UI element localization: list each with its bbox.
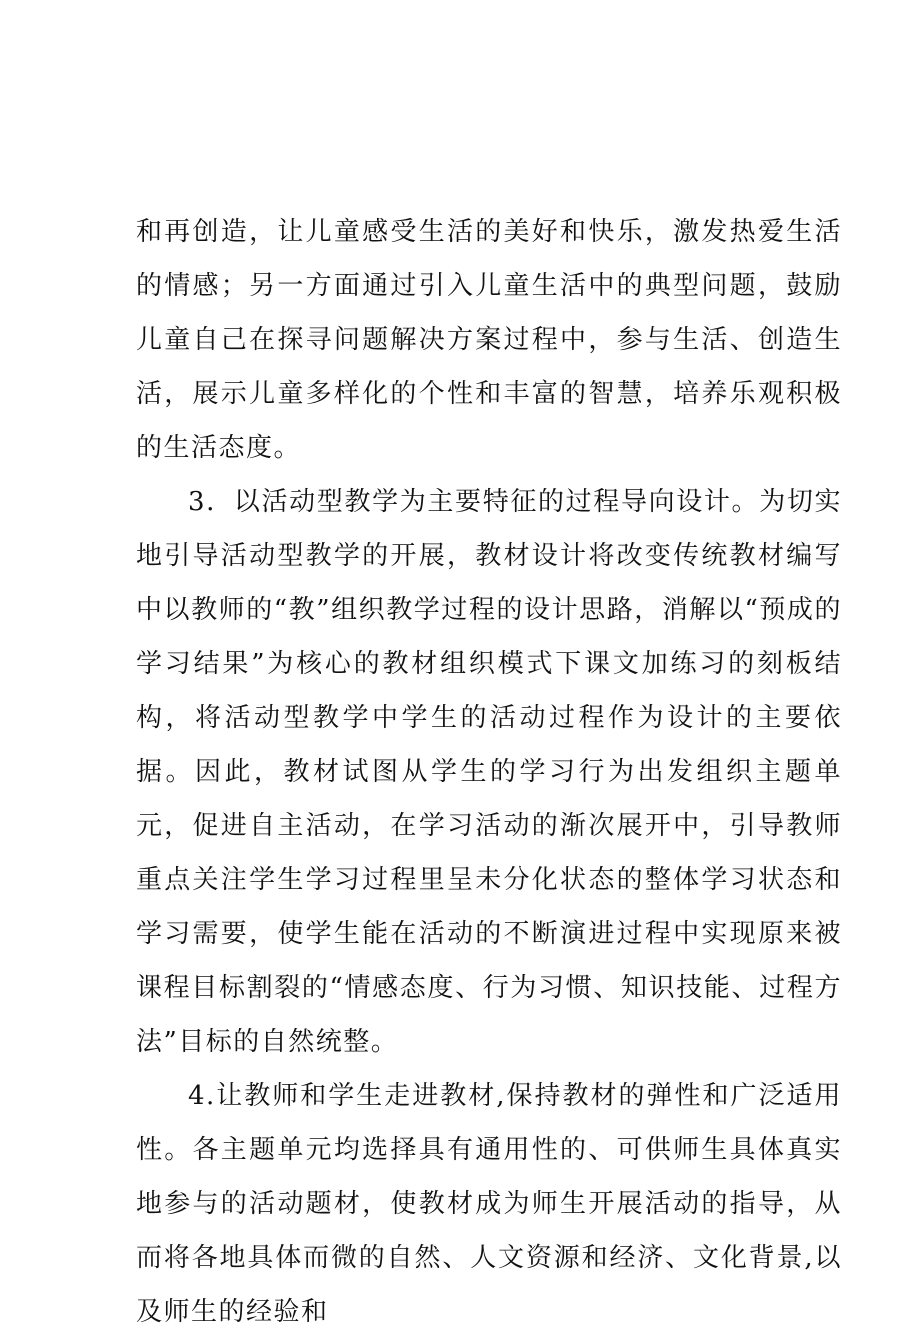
- paragraph-3: 4.让教师和学生走进教材,保持教材的弹性和广泛适用性。各主题单元均选择具有通用性的、可供师生具体真实地参与的活动题材，使教材成为师生开展活动的指导，从而将各地具体而微的自然、人文资源和经济、文化背景,以及师生的经验和: [136, 1081, 842, 1327]
- paragraph-1: 和再创造，让儿童感受生活的美好和快乐，激发热爱生活的情感；另一方面通过引入儿童生活中的典型问题，鼓励儿童自己在探寻问题解决方案过程中，参与生活、创造生活，展示儿童多样化的个性和丰富的智慧，培养乐观积极的生活态度。: [136, 217, 842, 463]
- document-body: [136, 205, 842, 1339]
- paragraph-2: 3．以活动型教学为主要特征的过程导向设计。为切实地引导活动型教学的开展，教材设计将改变传统教材编写中以教师的“教”组织教学过程的设计思路，消解以“预成的学习结果”为核心的教材组织模式下课文加练习的刻板结构，将活动型教学中学生的活动过程作为设计的主要依据。因此，教材试图从学生的学习行为出发组织主题单元，促进自主活动，在学习活动的渐次展开中，引导教师重点关注学生学习过程里呈未分化状态的整体学习状态和学习需要，使学生能在活动的不断演进过程中实现原来被课程目标割裂的“情感态度、行为习惯、知识技能、过程方法”目标的自然统整。: [136, 487, 842, 1057]
